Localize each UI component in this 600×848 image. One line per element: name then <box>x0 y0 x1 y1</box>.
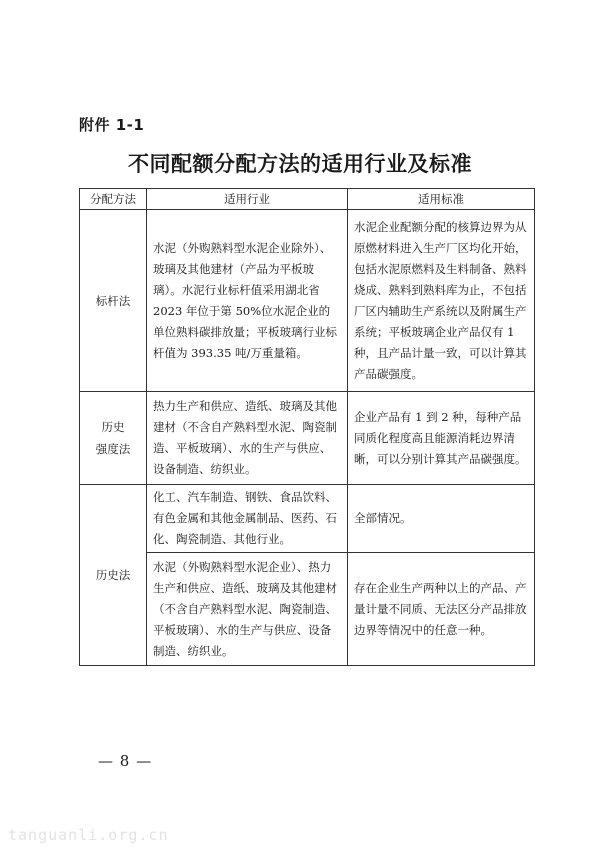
table-row <box>80 210 535 392</box>
table-row <box>80 485 535 553</box>
column-header-method: 分配方法 <box>80 189 147 210</box>
standard-cell: 全部情况。 <box>348 485 535 553</box>
method-label-line-2: 强度法 <box>95 442 131 456</box>
method-label: 历史法 <box>95 568 131 582</box>
attachment-label: 附件 1-1 <box>79 116 145 134</box>
industry-cell: 水泥（外购熟料型水泥企业除外）、玻璃及其他建材（产品为平板玻璃）。水泥行业标杆值采用湖北省 2023 年位于第 50%位水泥企业的单位熟料碳排放量；平板玻璃行业标杆值为 393.35 吨/万重量箱。 <box>147 210 348 392</box>
column-header-industry: 适用行业 <box>147 189 348 210</box>
industry-cell: 化工、汽车制造、钢铁、食品饮料、有色金属和其他金属制品、医药、石化、陶瓷制造、其他行业。 <box>147 485 348 553</box>
column-header-standard: 适用标准 <box>348 189 535 210</box>
method-cell <box>80 392 147 485</box>
table-row <box>80 553 535 666</box>
page-number: — 8 — <box>98 752 153 770</box>
standard-cell: 企业产品有 1 到 2 种，每种产品同质化程度高且能源消耗边界清晰，可以分别计算其产品碳强度。 <box>348 392 535 485</box>
standard-cell: 存在企业生产两种以上的产品、产量计量不同质、无法区分产品排放边界等情况中的任意一种。 <box>348 553 535 666</box>
watermark-text: tanguanli.org.cn <box>8 826 169 844</box>
page-title: 不同配额分配方法的适用行业及标准 <box>128 151 472 176</box>
table-row <box>80 392 535 485</box>
standard-cell: 水泥企业配额分配的核算边界为从原燃材料进入生产厂区均化开始，包括水泥原燃料及生料制备、熟料烧成、熟料到熟料库为止，不包括厂区内辅助生产系统以及附属生产系统；平板玻璃企业产品仅有 1 种，且产品计量一致，可以计算其产品碳强度。 <box>348 210 535 392</box>
method-cell <box>80 210 147 392</box>
allocation-table <box>79 188 535 666</box>
method-label-line-1: 历史 <box>101 420 125 434</box>
method-label: 标杆法 <box>95 293 131 308</box>
industry-cell: 热力生产和供应、造纸、玻璃及其他建材（不含自产熟料型水泥、陶瓷制造、平板玻璃）、水的生产与供应、设备制造、纺织业。 <box>147 392 348 485</box>
industry-cell: 水泥（外购熟料型水泥企业）、热力生产和供应、造纸、玻璃及其他建材（不含自产熟料型水泥、陶瓷制造、平板玻璃）、水的生产与供应、设备制造、纺织业。 <box>147 553 348 666</box>
table-header-row <box>80 189 535 210</box>
method-cell <box>80 485 147 666</box>
